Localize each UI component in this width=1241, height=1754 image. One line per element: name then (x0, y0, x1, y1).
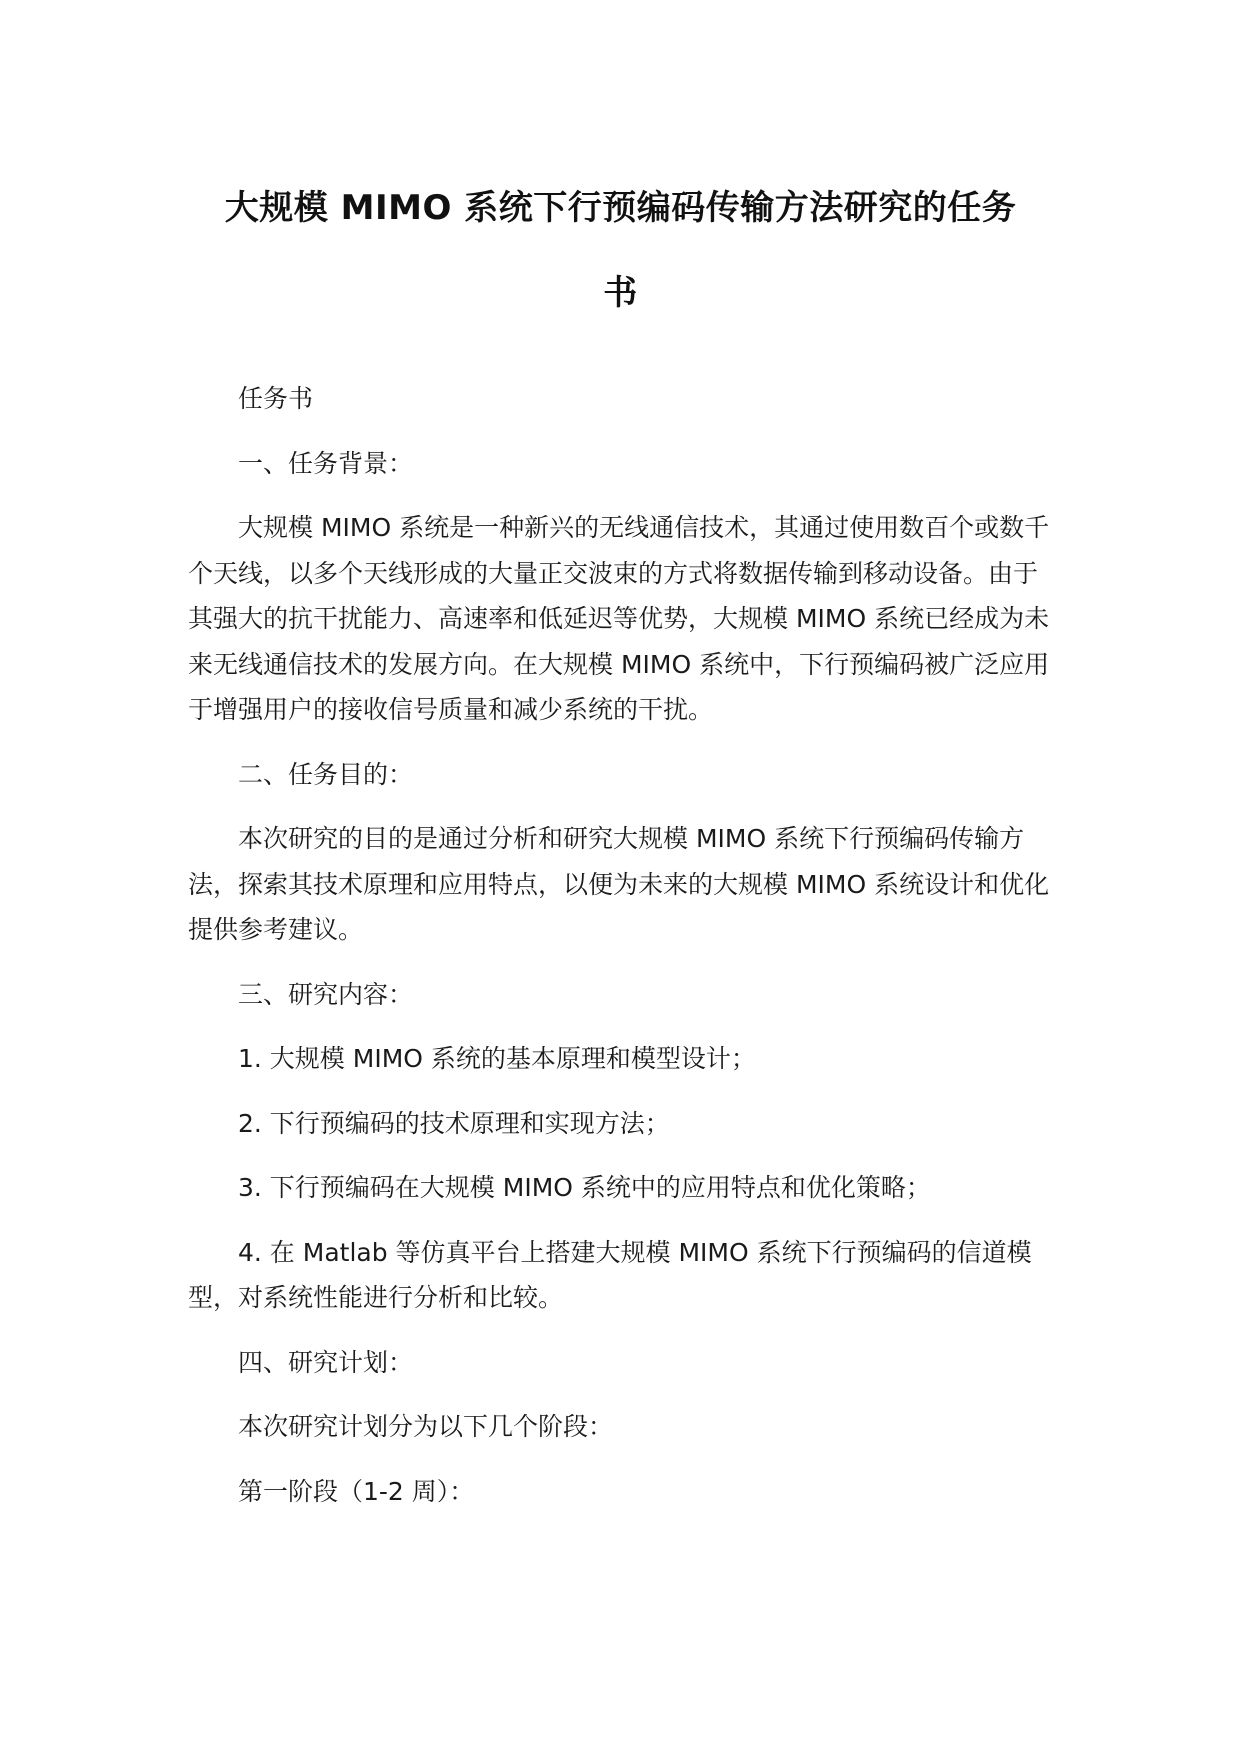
document-body (188, 376, 1058, 1533)
content-item-3: 3. 下行预编码在大规模 MIMO 系统中的应用特点和优化策略； (238, 1173, 931, 1202)
content-item-4: 4. 在 Matlab 等仿真平台上搭建大规模 MIMO 系统下行预编码的信道模型，对系统性能进行分析和比较。 (188, 1237, 1032, 1312)
content-item-2: 2. 下行预编码的技术原理和实现方法； (238, 1108, 670, 1138)
content-item-1: 1. 大规模 MIMO 系统的基本原理和模型设计； (238, 1044, 756, 1073)
plan-intro: 本次研究计划分为以下几个阶段： (238, 1412, 614, 1441)
document-title: 大规模 MIMO 系统下行预编码传输方法研究的任务 (224, 188, 1017, 228)
document-title-continuation: 书 (603, 273, 638, 313)
section-heading-background: 一、任务背景： (238, 448, 414, 478)
section-heading-content: 三、研究内容： (238, 979, 414, 1009)
section-heading-plan: 四、研究计划： (238, 1347, 414, 1377)
section-heading-purpose: 二、任务目的： (238, 759, 414, 789)
plan-stage-1: 第一阶段（1-2 周）： (238, 1476, 475, 1506)
background-paragraph: 大规模 MIMO 系统是一种新兴的无线通信技术，其通过使用数百个或数千个天线，以多个天线形成的大量正交波束的方式将数据传输到移动设备。由于其强大的抗干扰能力、高速率和低延迟等优势，大规模 MIMO 系统已经成为未来无线通信技术的发展方向。在大规模 MIMO 系统中，下行预编码被广泛应用于增强用户的接收信号质量和减少系统的干扰。 (188, 513, 1050, 724)
purpose-paragraph: 本次研究的目的是通过分析和研究大规模 MIMO 系统下行预编码传输方法，探索其技术原理和应用特点，以便为未来的大规模 MIMO 系统设计和优化提供参考建议。 (188, 824, 1050, 944)
task-book-label: 任务书 (238, 384, 314, 413)
